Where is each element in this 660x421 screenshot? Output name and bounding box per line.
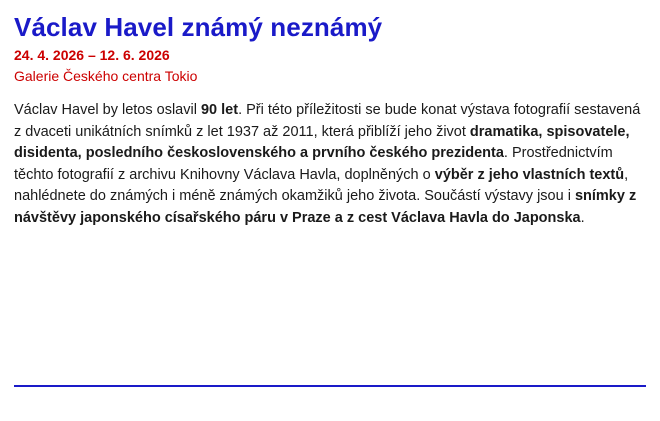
- exhibition-venue: Galerie Českého centra Tokio: [14, 68, 198, 84]
- page-title: Václav Havel známý neznámý: [14, 12, 383, 42]
- horizontal-divider: [14, 385, 646, 387]
- exhibition-description: [14, 100, 646, 229]
- description-text: Václav Havel by letos oslavil: [14, 102, 201, 118]
- description-text: , nahlédnete do známých i méně známých okamžiků jeho života. Součástí výstavy jsou i: [14, 166, 629, 204]
- description-text: .: [580, 209, 585, 226]
- description-emphasis: 90 let: [200, 102, 239, 118]
- description-text: . Při této příležitosti se bude konat výstava fotografií sestavená z dvaceti unikátních snímků z let 1937 až 2011, která přiblíží jeho život: [14, 102, 641, 140]
- exhibition-dates: 24. 4. 2026 – 12. 6. 2026: [14, 47, 170, 63]
- description-emphasis: výběr z jeho vlastních textů: [434, 166, 625, 183]
- description-emphasis: dramatika, spisovatele, disidenta, posledního československého a prvního českého prezidenta: [14, 123, 630, 161]
- description-text: . Prostřednictvím těchto fotografií z archivu Knihovny Václava Havla, doplněných o: [14, 145, 613, 183]
- description-emphasis: snímky z návštěvy japonského císařského páru v Praze a z cest Václava Havla do Japonska: [14, 188, 637, 226]
